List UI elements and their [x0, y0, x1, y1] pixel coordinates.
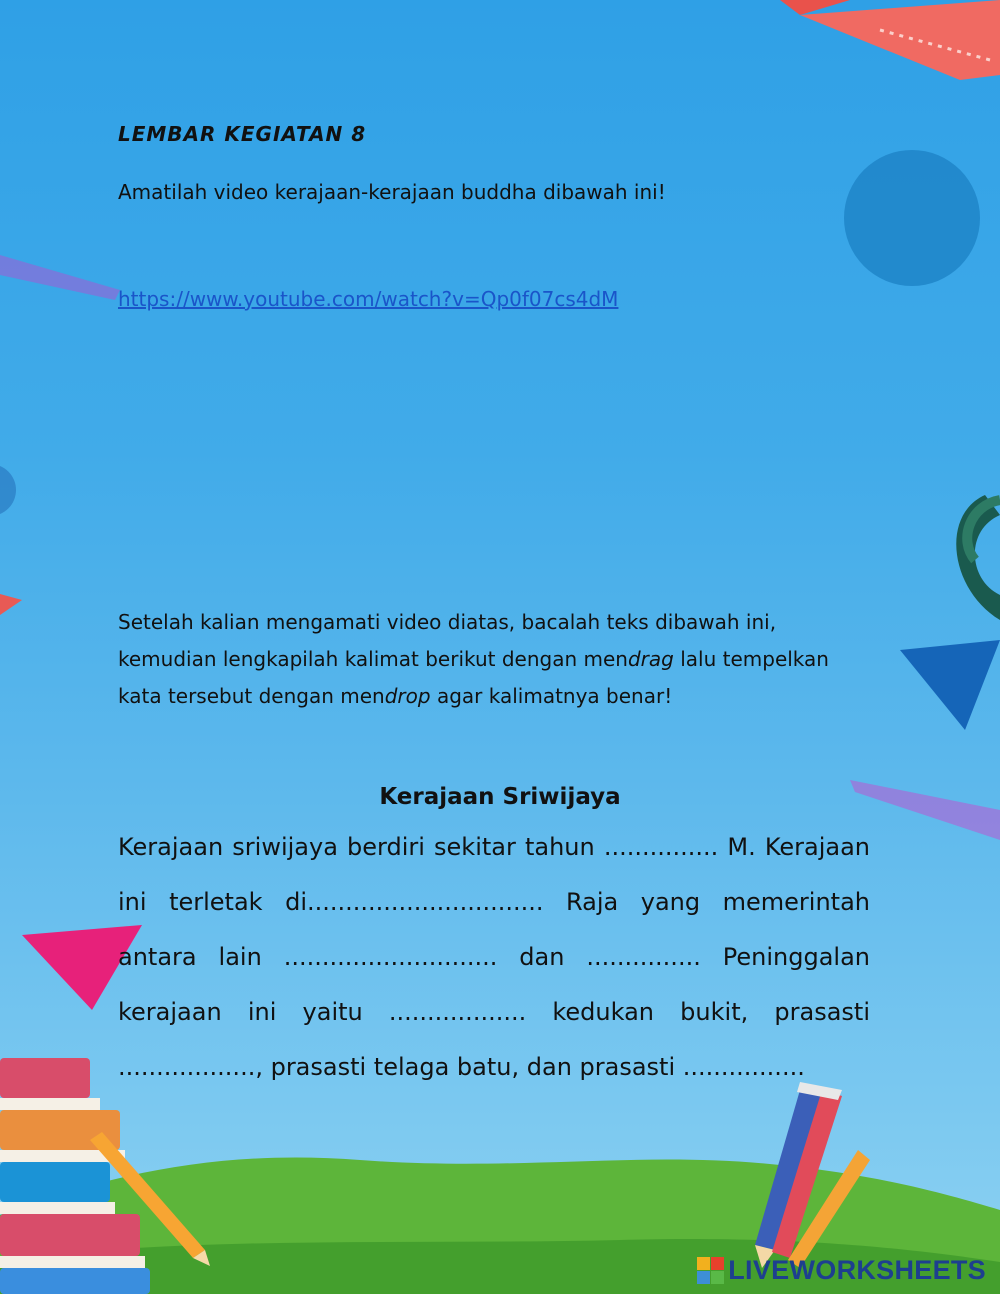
story-title: Kerajaan Sriwijaya	[379, 784, 621, 810]
logo-mark-icon	[697, 1257, 724, 1284]
instruction-emphasis-drop: drop	[384, 684, 431, 708]
logo-square	[711, 1271, 724, 1284]
worksheet-heading: LEMBAR KEGIATAN 8	[118, 122, 367, 146]
liveworksheets-logo	[697, 1254, 986, 1286]
video-instruction: Amatilah video kerajaan-kerajaan buddha dibawah ini!	[118, 180, 666, 204]
triangle-decoration	[900, 640, 1000, 730]
instruction-emphasis-drag: drag	[627, 647, 674, 671]
drag-drop-instruction	[118, 604, 858, 715]
logo-square	[697, 1257, 710, 1270]
logo-text: LIVEWORKSHEETS	[728, 1254, 986, 1285]
logo-square	[697, 1271, 710, 1284]
ruler-icon	[780, 0, 1000, 80]
instruction-text: Setelah kalian mengamati video diatas, bacalah teks dibawah ini, kemudian lengkapilah kalimat berikut dengan men	[118, 610, 777, 671]
instruction-text: lalu tempelkan kata tersebut dengan men	[118, 647, 829, 708]
logo-square	[711, 1257, 724, 1270]
video-link[interactable]: https://www.youtube.com/watch?v=Qp0f07cs4dM	[118, 287, 619, 311]
instruction-text: agar kalimatnya benar!	[430, 684, 673, 708]
story-paragraph: Kerajaan sriwijaya berdiri sekitar tahun ............... M. Kerajaan ini terletak di............................... Raja yang memerintah antara lain ............................ dan ............... Peninggalan kerajaan ini yaitu .................. kedukan bukit, prasasti .................., prasasti telaga batu, dan prasasti ................	[118, 833, 870, 1081]
circle-decoration	[844, 150, 980, 286]
